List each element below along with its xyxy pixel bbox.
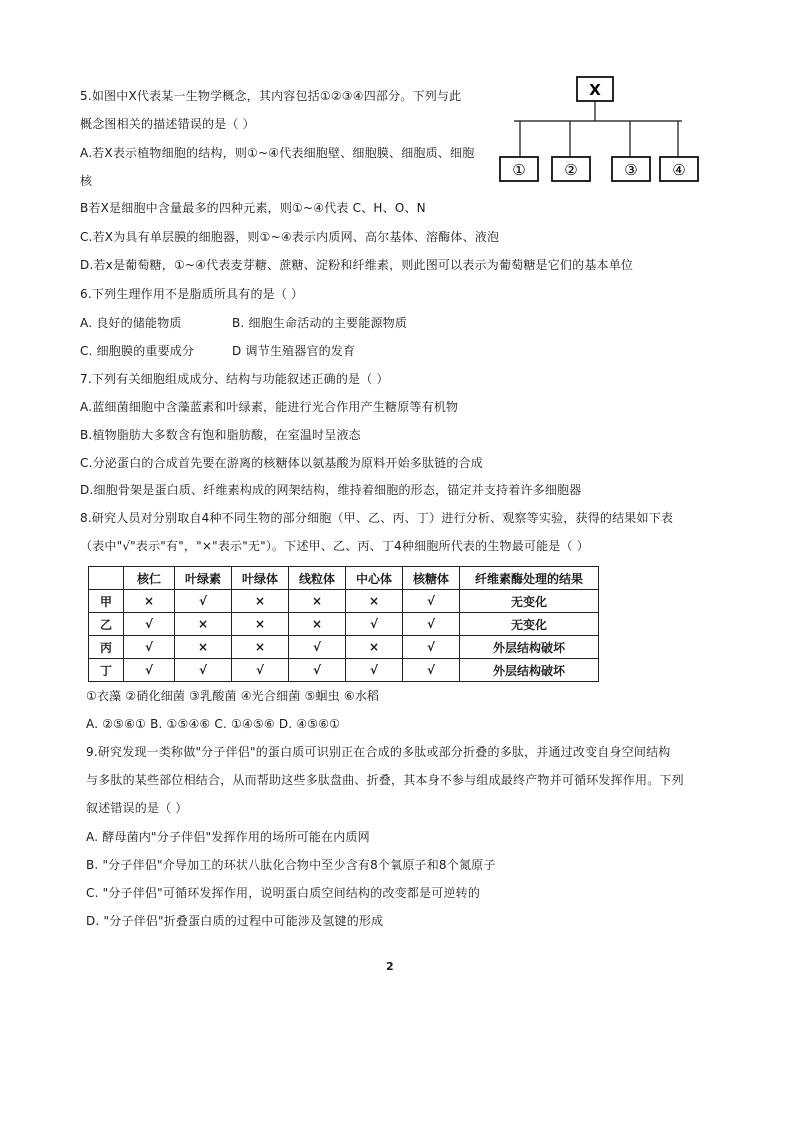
q9-option-c: C. "分子伴侣"可循环发挥作用，说明蛋白质空间结构的改变都是可逆转的 (86, 886, 481, 900)
table-cell: × (175, 636, 232, 659)
q7-option-d: D.细胞骨架是蛋白质、纤维素构成的网架结构，维持着细胞的形态，锚定并支持着许多细胞器 (80, 483, 582, 497)
table-cell: × (175, 613, 232, 636)
table-cell: √ (403, 659, 460, 682)
table-header-cell: 核仁 (124, 567, 175, 590)
table-cell: 甲 (89, 590, 124, 613)
table-cell: √ (403, 590, 460, 613)
table-cell: 丙 (89, 636, 124, 659)
q6-option-d: D 调节生殖器官的发育 (232, 344, 356, 358)
table-cell: × (124, 590, 175, 613)
diagram-child-label-3: ③ (624, 161, 638, 179)
q9-stem-line3: 叙述错误的是（ ） (86, 801, 188, 815)
q6-option-b: B. 细胞生命活动的主要能源物质 (232, 316, 408, 330)
q5-stem-line1: 5.如图中X代表某一生物学概念，其内容包括①②③④四部分。下列与此 (80, 89, 462, 103)
table-cell: 无变化 (460, 590, 599, 613)
table-cell: × (346, 636, 403, 659)
table-header-cell: 线粒体 (289, 567, 346, 590)
table-header-cell: 叶绿素 (175, 567, 232, 590)
table-cell: √ (232, 659, 289, 682)
table-cell: × (289, 590, 346, 613)
table-cell: √ (289, 636, 346, 659)
table-row (89, 590, 599, 613)
diagram-child-label-4: ④ (672, 161, 686, 179)
q8-stem-line2: （表中"√"表示"有"，"×"表示"无"）。下述甲、乙、丙、丁4种细胞所代表的生物最可能是（ ） (80, 539, 589, 553)
q9-stem-line1: 9.研究发现一类称做"分子伴侣"的蛋白质可识别正在合成的多肽或部分折叠的多肽，并通过改变自身空间结构 (86, 745, 671, 759)
table-cell: 乙 (89, 613, 124, 636)
table-cell: × (232, 636, 289, 659)
q5-option-b: B若X是细胞中含量最多的四种元素，则①~④代表 C、H、O、N (80, 201, 426, 215)
q8-results-table (88, 566, 599, 682)
q9-option-b: B. "分子伴侣"介导加工的环状八肽化合物中至少含有8个氧原子和8个氮原子 (86, 858, 496, 872)
table-cell: √ (124, 636, 175, 659)
table-cell: 外层结构破坏 (460, 636, 599, 659)
table-cell: 外层结构破坏 (460, 659, 599, 682)
table-header-cell: 核糖体 (403, 567, 460, 590)
page-number: 2 (386, 960, 394, 973)
table-cell: √ (175, 659, 232, 682)
table-row (89, 636, 599, 659)
table-header-cell: 纤维素酶处理的结果 (460, 567, 599, 590)
table-cell: 丁 (89, 659, 124, 682)
q9-option-a: A. 酵母菌内"分子伴侣"发挥作用的场所可能在内质网 (86, 830, 370, 844)
concept-diagram-svg (492, 75, 702, 195)
q5-option-a-line2: 核 (80, 174, 93, 188)
table-header-cell (89, 567, 124, 590)
q5-option-d: D.若x是葡萄糖，①~④代表麦芽糖、蔗糖、淀粉和纤维素，则此图可以表示为葡萄糖是它们的基本单位 (80, 258, 634, 272)
table-cell: √ (346, 659, 403, 682)
q8-organisms: ①衣藻 ②硝化细菌 ③乳酸菌 ④光合细菌 ⑤蛔虫 ⑥水稻 (86, 689, 380, 703)
table-cell: √ (289, 659, 346, 682)
table-cell: √ (124, 613, 175, 636)
table-cell: 无变化 (460, 613, 599, 636)
q5-option-c: C.若X为具有单层膜的细胞器，则①~④表示内质网、高尔基体、溶酶体、液泡 (80, 230, 500, 244)
q6-stem: 6.下列生理作用不是脂质所具有的是（ ） (80, 287, 304, 301)
diagram-root-label: X (589, 81, 601, 99)
table-cell: × (232, 613, 289, 636)
table-cell: √ (403, 636, 460, 659)
table-cell: √ (175, 590, 232, 613)
table-cell: × (289, 613, 346, 636)
diagram-child-label-1: ① (512, 161, 526, 179)
table-header-cell: 叶绿体 (232, 567, 289, 590)
q5-option-a-line1: A.若X表示植物细胞的结构，则①~④代表细胞壁、细胞膜、细胞质、细胞 (80, 146, 475, 160)
q6-option-c: C. 细胞膜的重要成分 (80, 344, 195, 358)
table-cell: √ (124, 659, 175, 682)
table-header-row (89, 567, 599, 590)
q8-stem-line1: 8.研究人员对分别取自4种不同生物的部分细胞（甲、乙、丙、丁）进行分析、观察等实验，获得的结果如下表 (80, 511, 674, 525)
table-header-cell: 中心体 (346, 567, 403, 590)
table-row (89, 613, 599, 636)
table-cell: × (232, 590, 289, 613)
q9-stem-line2: 与多肽的某些部位相结合，从而帮助这些多肽盘曲、折叠，其本身不参与组成最终产物并可循环发挥作用。下列 (86, 773, 684, 787)
q8-options: A. ②⑤⑥① B. ①⑤④⑥ C. ①④⑤⑥ D. ④⑤⑥① (86, 717, 341, 731)
q7-option-a: A.蓝细菌细胞中含藻蓝素和叶绿素，能进行光合作用产生糖原等有机物 (80, 400, 459, 414)
q7-stem: 7.下列有关细胞组成成分、结构与功能叙述正确的是（ ） (80, 372, 389, 386)
table-cell: √ (403, 613, 460, 636)
q7-option-c: C.分泌蛋白的合成首先要在游离的核糖体以氨基酸为原料开始多肽链的合成 (80, 456, 483, 470)
q9-option-d: D. "分子伴侣"折叠蛋白质的过程中可能涉及氢键的形成 (86, 914, 384, 928)
table-cell: × (346, 590, 403, 613)
q7-option-b: B.植物脂肪大多数含有饱和脂肪酸，在室温时呈液态 (80, 428, 361, 442)
q6-option-a: A. 良好的储能物质 (80, 316, 182, 330)
concept-diagram (492, 75, 702, 195)
table-row (89, 659, 599, 682)
q5-stem-line2: 概念图相关的描述错误的是（ ） (80, 117, 255, 131)
diagram-child-label-2: ② (564, 161, 578, 179)
table-cell: √ (346, 613, 403, 636)
